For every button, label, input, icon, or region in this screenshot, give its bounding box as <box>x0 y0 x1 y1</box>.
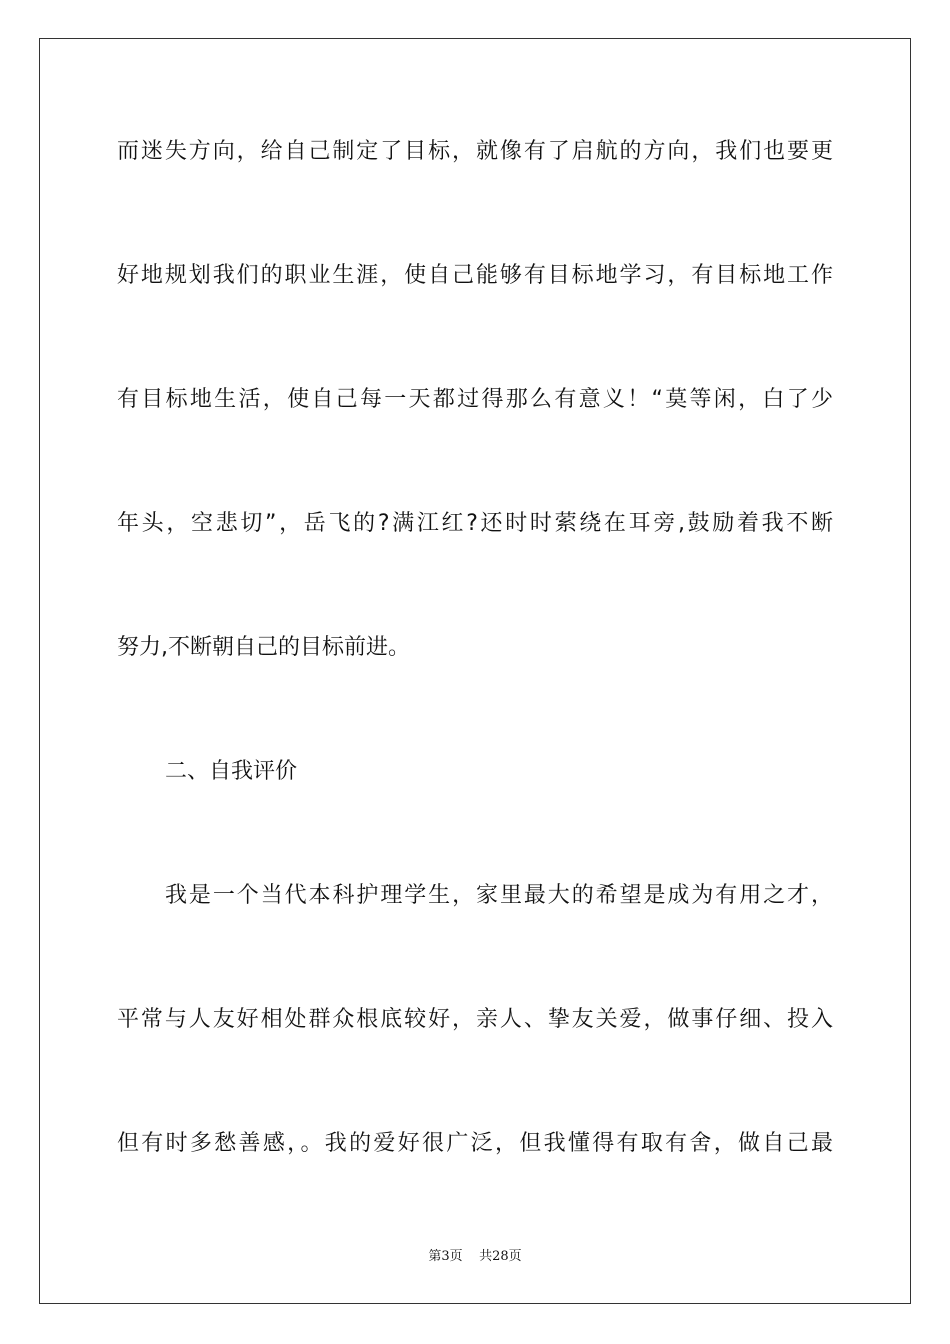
body-text-line-2: 好地规划我们的职业生涯，使自己能够有目标地学习，有目标地工作 <box>117 263 833 288</box>
page-frame <box>39 38 911 1304</box>
paragraph-2-line-3: 但有时多愁善感，。我的爱好很广泛，但我懂得有取有舍，做自己最 <box>117 1131 833 1156</box>
page-number: 第3页 <box>428 1249 463 1264</box>
total-pages: 共28页 <box>479 1249 522 1264</box>
body-text-line-3: 有目标地生活，使自己每一天都过得那么有意义！“莫等闲，白了少 <box>117 387 833 412</box>
body-text-line-1: 而迷失方向，给自己制定了目标，就像有了启航的方向，我们也要更 <box>117 139 833 164</box>
page-footer <box>0 1249 950 1265</box>
section-heading: 二、自我评价 <box>165 759 298 784</box>
paragraph-2-line-1: 我是一个当代本科护理学生，家里最大的希望是成为有用之才， <box>165 883 833 908</box>
paragraph-2-line-2: 平常与人友好相处群众根底较好，亲人、挚友关爱，做事仔细、投入 <box>117 1007 833 1032</box>
body-text-line-5: 努力,不断朝自己的目标前进。 <box>117 635 410 660</box>
body-text-line-4: 年头，空悲切”，岳飞的?满江红?还时时萦绕在耳旁,鼓励着我不断 <box>117 511 833 536</box>
